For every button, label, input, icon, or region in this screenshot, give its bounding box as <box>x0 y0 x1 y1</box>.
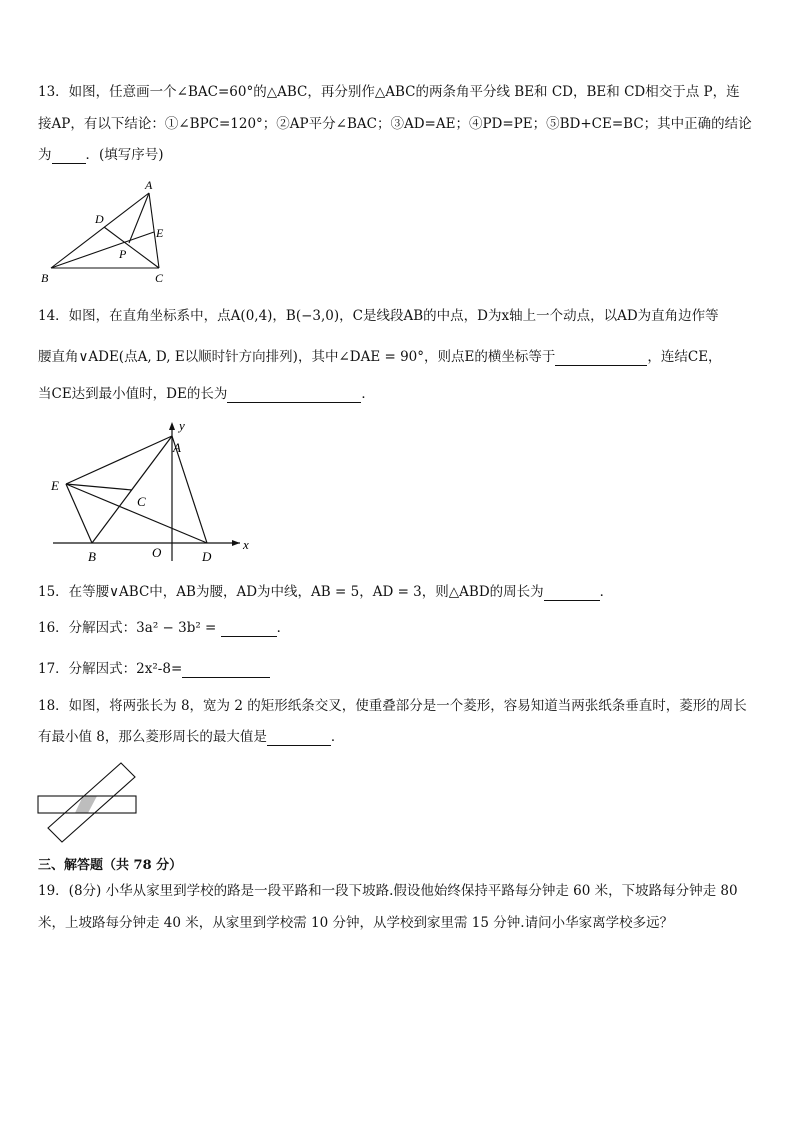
q15-answer-blank[interactable] <box>544 586 600 601</box>
q16-answer-blank[interactable] <box>221 622 277 637</box>
q14-answer-blank-2[interactable] <box>227 388 361 403</box>
q15-line <box>38 583 613 601</box>
q17-line <box>38 660 270 678</box>
q13-line3 <box>38 146 164 164</box>
q14-line3 <box>38 385 375 403</box>
q14-figure <box>45 416 260 566</box>
q13-label-E: E <box>156 226 164 240</box>
q13-label-C: C <box>155 271 164 285</box>
q13-line2: 接AP，有以下结论：①∠BPC=120°；②AP平分∠BAC；③AD=AE；④PD=PE；⑤BD+CE=BC；其中正确的结论 <box>38 116 752 132</box>
q14-text-c: 当CE达到最小值时，DE的长为 <box>38 386 228 402</box>
q14-label-x: x <box>243 537 249 552</box>
q16-text: 16．分解因式：3a² − 3b² = <box>38 620 217 636</box>
q19-line2: 米，上坡路每分钟走 40 米，从家里到学校需 10 分钟，从学校到家里需 15 分钟.请问小华家离学校多远？ <box>38 915 674 931</box>
q16-end: ． <box>276 620 291 636</box>
q13-prefix: 为 <box>38 147 52 163</box>
q16-line <box>38 619 290 637</box>
q18-text-a: 有最小值 8，那么菱形周长的最大值是 <box>38 729 267 745</box>
q14-label-C: C <box>137 494 146 509</box>
q18-figure <box>36 760 140 846</box>
q13-answer-blank[interactable] <box>52 149 86 164</box>
q15-end: ． <box>599 584 614 600</box>
q17-answer-blank[interactable] <box>182 663 270 678</box>
q15-text: 15．在等腰∨ABC中，AB为腰，AD为中线，AB = 5，AD = 3，则△ABD的周长为 <box>38 584 544 600</box>
q13-suffix: ．(填写序号) <box>85 147 164 163</box>
q14-label-E: E <box>51 478 59 493</box>
q14-label-A: A <box>173 440 181 455</box>
q13-label-A: A <box>145 178 153 192</box>
q14-label-y: y <box>179 418 185 433</box>
q13-label-P: P <box>119 247 127 261</box>
q14-label-O: O <box>152 545 162 560</box>
q14-label-D: D <box>202 549 212 564</box>
q18-line2 <box>38 728 344 746</box>
q18-line1: 18．如图，将两张长为 8，宽为 2 的矩形纸条交叉，使重叠部分是一个菱形，容易知道当两张纸条垂直时，菱形的周长 <box>38 698 747 714</box>
q13-label-B: B <box>41 271 49 285</box>
q14-label-B: B <box>88 549 96 564</box>
q14-line2 <box>38 348 722 366</box>
q13-line1: 13．如图，任意画一个∠BAC=60°的△ABC，再分别作△ABC的两条角平分线 BE和 CD，BE和 CD相交于点 P，连 <box>38 84 740 100</box>
q18-text-b: ． <box>330 729 345 745</box>
q14-text-a: 腰直角∨ADE(点A, D, E以顺时针方向排列)，其中∠DAE = 90°，则点E的横坐标等于 <box>38 349 556 365</box>
q19-line1: 19．(8分) 小华从家里到学校的路是一段平路和一段下坡路.假设他始终保持平路每分钟走 60 米，下坡路每分钟走 80 <box>38 883 738 899</box>
q14-text-b: ，连结CE， <box>647 349 722 365</box>
q13-figure <box>38 176 178 288</box>
q14-line1: 14．如图，在直角坐标系中，点A(0,4)，B(−3,0)，C是线段AB的中点，D为x轴上一个动点，以AD为直角边作等 <box>38 308 719 324</box>
section-3-heading: 三、解答题（共 78 分） <box>38 858 183 873</box>
q17-text: 17．分解因式：2x²-8= <box>38 661 183 677</box>
q18-answer-blank[interactable] <box>267 731 331 746</box>
q13-label-D: D <box>95 212 104 226</box>
q14-answer-blank-1[interactable] <box>555 351 647 366</box>
q14-text-d: ． <box>361 386 375 402</box>
